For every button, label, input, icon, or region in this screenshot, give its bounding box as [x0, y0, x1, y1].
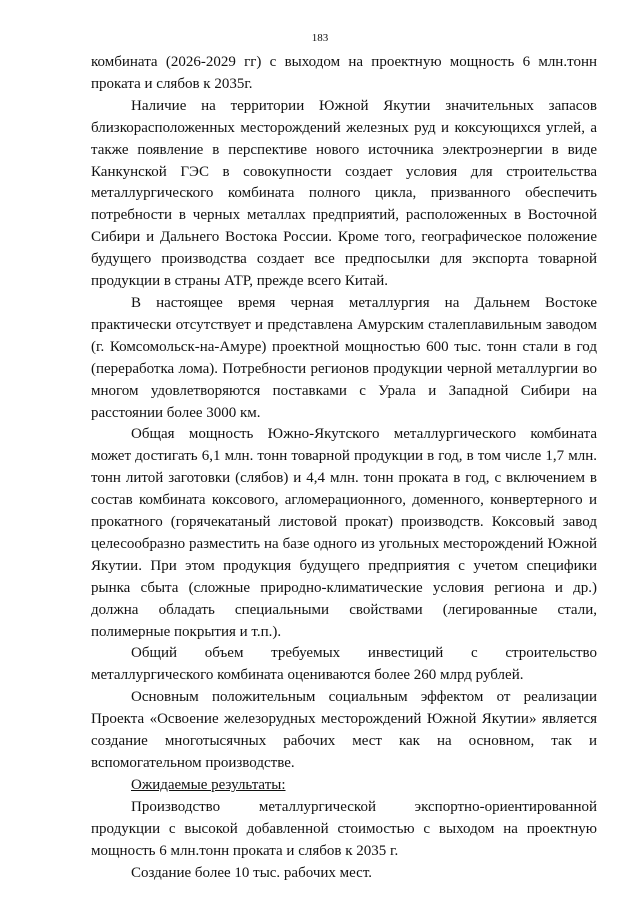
paragraph-south-yakutia-resources: Наличие на территории Южной Якутии значительных запасов близкорасположенных месторождений железных руд и коксующихся углей, а также появление в перспективе нового источника электроэнергии в виде Канкунской ГЭС в совокупности создает условия для строительства металлургического комбината полного цикла, призванного обеспечить потребности в черных металлах предприятий, расположенных в Восточной Сибири и Дальнего Востока России. Кроме того, географическое положение будущего производства создает все предпосылки для экспорта товарной продукции в страны АТР, прежде всего Китай. [91, 97, 597, 290]
document-body [91, 52, 597, 884]
results-heading-line [91, 775, 597, 797]
paragraph-investment: Общий объем требуемых инвестиций с строительство металлургического комбината оцениваются более 260 млрд рублей. [91, 645, 597, 684]
result-item-production: Производство металлургической экспортно-ориентированной продукции с высокой добавленной стоимостью с выходом на проектную мощность 6 млн.тонн проката и слябов к 2035 г. [91, 798, 597, 859]
paragraph-far-east-metallurgy: В настоящее время черная металлургия на Дальнем Востоке практически отсутствует и представлена Амурским сталеплавильным заводом (г. Комсомольск-на-Амуре) проектной мощностью 600 тыс. тонн стали в год (переработка лома). Потребности регионов продукции черной металлургии во многом удовлетворяются поставками с Урала и Западной Сибири на расстоянии более 3000 км. [91, 294, 597, 421]
paragraph-social-effect: Основным положительным социальным эффектом от реализации Проекта «Освоение железорудных месторождений Южной Якутии» является создание многотысячных рабочих мест как на основном, так и вспомогательном производстве. [91, 689, 597, 771]
paragraph-plant-capacity: Общая мощность Южно-Якутского металлургического комбината может достигать 6,1 млн. тонн товарной продукции в год, в том числе 1,7 млн. тонн литой заготовки (слябов) и 4,4 млн. тонн проката в год, с включением в состав комбината коксового, агломерационного, доменного, конвертерного и прокатного (горячекатаный листовой прокат) производств. Коксовый завод целесообразно разместить на базе одного из угольных месторождений Южной Якутии. При этом продукция будущего предприятия с учетом специфики рынка сбыта (сложные природно-климатические условия региона и др.) должна обладать специальными свойствами (легированные стали, полимерные покрытия и т.п.). [91, 426, 597, 640]
page-number: 183 [311, 32, 329, 44]
results-heading: Ожидаемые результаты: [131, 776, 286, 793]
paragraph-continuation: комбината (2026-2029 гг) с выходом на проектную мощность 6 млн.тонн проката и слябов к 2035г. [91, 54, 597, 92]
result-item-jobs: Создание более 10 тыс. рабочих мест. [131, 864, 373, 881]
